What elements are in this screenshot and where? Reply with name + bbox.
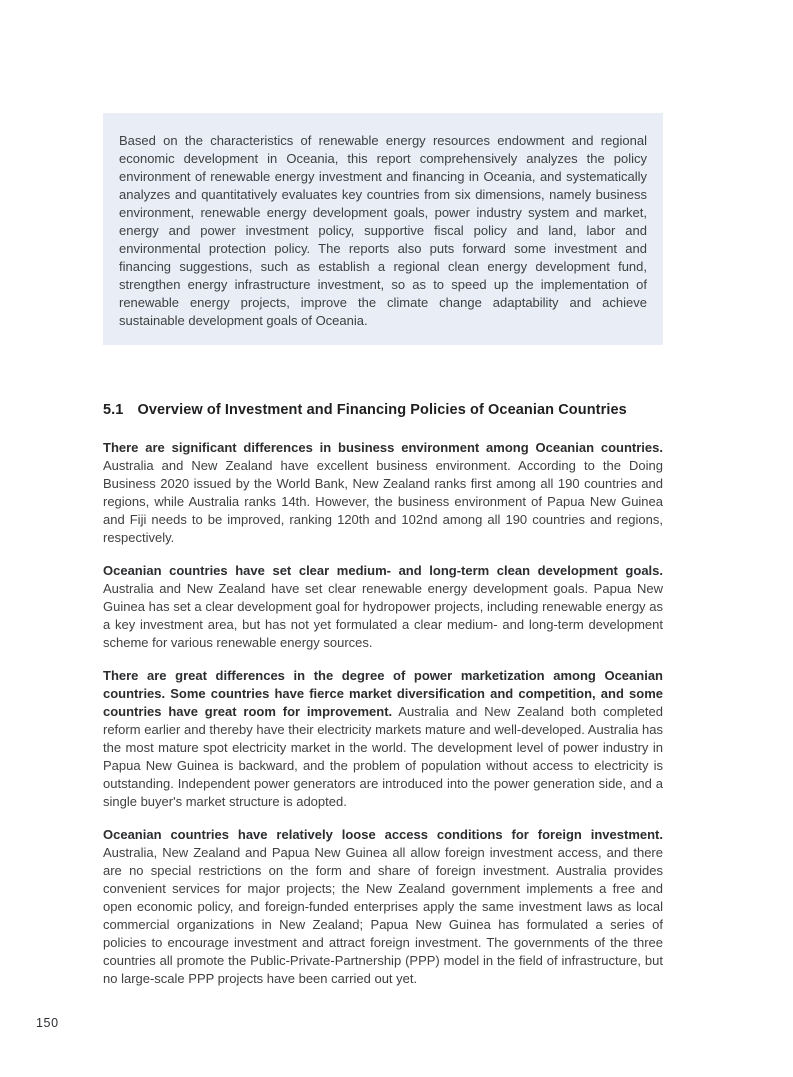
body-paragraph-4 — [103, 826, 663, 988]
body-paragraph-3 — [103, 667, 663, 811]
abstract-text: Based on the characteristics of renewable energy resources endowment and regional economic development in Oceania, this report comprehensively analyzes the policy environment of renewable energy investment and financing in Oceania, and systematically analyzes and quantitatively evaluates key countries from six dimensions, namely business environment, renewable energy development goals, power industry system and market, energy and power investment policy, supportive fiscal policy and land, labor and environmental protection policy. The reports also puts forward some investment and financing suggestions, such as establish a regional clean energy development fund, strengthen energy infrastructure investment, so as to speed up the implementation of renewable energy projects, improve the climate change adaptability and achieve sustainable development goals of Oceania. — [119, 133, 647, 328]
paragraph-body: Australia and New Zealand have set clear renewable energy development goals. Papua New Guinea has set a clear development goal for hydropower projects, including renewable energy as a key investment area, but has not yet formulated a clear medium- and long-term development scheme for various renewable energy sources. — [103, 581, 663, 650]
section-heading — [103, 402, 663, 418]
page-number: 150 — [36, 1016, 59, 1030]
paragraph-lead: There are significant differences in business environment among Oceanian countries. — [103, 440, 663, 455]
paragraph-body: Australia, New Zealand and Papua New Guinea all allow foreign investment access, and there are no special restrictions on the form and share of foreign investment. Australia provides convenient services for major projects; the New Zealand government implements a free and open economic policy, and foreign-funded enterprises apply the same investment laws as local commercial organizations in New Zealand; Papua New Guinea has formulated a series of policies to encourage investment and attract foreign investment. The governments of the three countries all promote the Public-Private-Partnership (PPP) model in the field of infrastructure, but no large-scale PPP projects have been carried out yet. — [103, 845, 663, 986]
paragraph-body: Australia and New Zealand have excellent business environment. According to the Doing Business 2020 issued by the World Bank, New Zealand ranks first among all 190 countries and regions, while Australia ranks 14th. However, the business environment of Papua New Guinea and Fiji needs to be improved, ranking 120th and 102nd among all 190 countries and regions, respectively. — [103, 458, 663, 545]
paragraph-lead: Oceanian countries have relatively loose access conditions for foreign investment. — [103, 827, 663, 842]
paragraph-lead: Oceanian countries have set clear medium- and long-term clean development goals. — [103, 563, 663, 578]
body-paragraph-1 — [103, 439, 663, 547]
section-number: 5.1 — [103, 402, 124, 418]
paragraph-body: Australia and New Zealand both completed reform earlier and thereby have their electricity markets mature and well-developed. Australia has the most mature spot electricity market in the world. The development level of power industry in Papua New Guinea is backward, and the problem of population without access to electricity is outstanding. Independent power generators are introduced into the power generation side, and a single buyer's market structure is adopted. — [103, 704, 663, 809]
abstract-highlight-box — [103, 113, 663, 345]
content-column — [103, 0, 663, 988]
paragraph-lead: There are great differences in the degree of power marketization among Oceanian countries. Some countries have fierce market diversification and competition, and some countries have great room for improvement. — [103, 668, 663, 719]
section-title: Overview of Investment and Financing Policies of Oceanian Countries — [137, 402, 627, 418]
body-paragraph-2 — [103, 562, 663, 652]
